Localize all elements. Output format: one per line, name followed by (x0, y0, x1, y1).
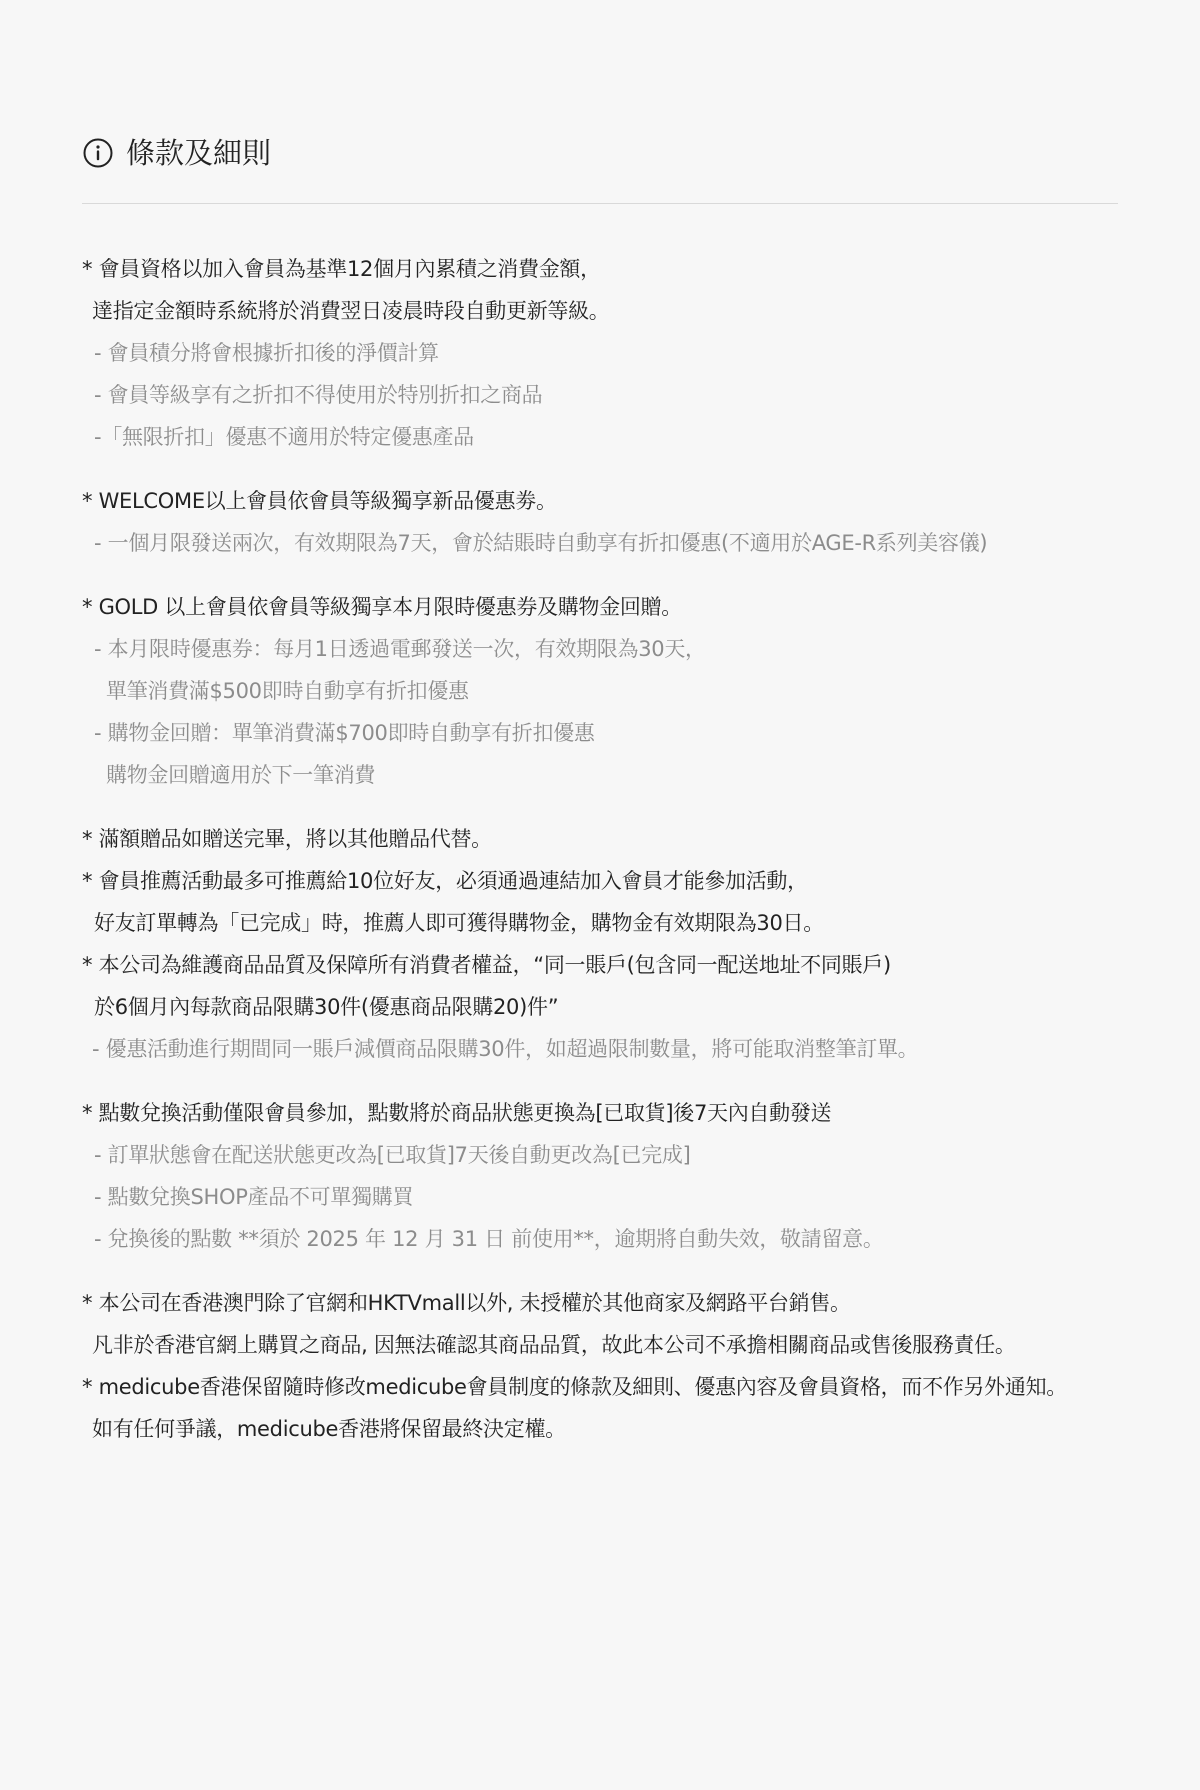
limit-main-2: 於6個月內每款商品限購30件(優惠商品限購20)件” (94, 995, 559, 1019)
points-main-1: * 點數兌換活動僅限會員參加，點數將於商品狀態更換為[已取貨]後7天內自動發送 (82, 1101, 832, 1125)
terms-list (82, 248, 1172, 1450)
page-title: 條款及細則 (126, 136, 272, 170)
rights-main-2: 如有任何爭議，medicube香港將保留最終決定權。 (92, 1417, 566, 1441)
membership-section (82, 248, 1172, 458)
points-section (82, 1092, 1172, 1260)
terms-header (82, 132, 1118, 174)
welcome-main-1: * WELCOME以上會員依會員等級獨享新品優惠劵。 (82, 489, 557, 513)
info-icon (82, 137, 114, 169)
membership-note-2: - 會員等級享有之折扣不得使用於特別折扣之商品 (94, 383, 543, 407)
membership-note-3: -「無限折扣」優惠不適用於特定優惠產品 (94, 425, 474, 449)
authorized-main-1: * 本公司在香港澳門除了官網和HKTVmall以外, 未授權於其他商家及網路平台銷售。 (82, 1291, 851, 1315)
referral-main-2: 好友訂單轉為「已完成」時，推薦人即可獲得購物金，購物金有效期限為30日。 (94, 911, 824, 935)
points-note-3: - 兌換後的點數 **須於 2025 年 12 月 31 日 前使用**，逾期將自動失效，敬請留意。 (94, 1227, 884, 1251)
gold-note-2b: 購物金回贈適用於下一筆消費 (106, 763, 376, 787)
limit-note-1: - 優惠活動進行期間同一賬戶減價商品限購30件，如超過限制數量，將可能取消整筆訂單。 (92, 1037, 919, 1061)
limit-main-1: * 本公司為維護商品品質及保障所有消費者權益，“同一賬戶(包含同一配送地址不同賬戶) (82, 953, 891, 977)
gold-main-1: * GOLD 以上會員依會員等級獨享本月限時優惠券及購物金回贈。 (82, 595, 682, 619)
referral-main-1: * 會員推薦活動最多可推薦給10位好友，必須通過連結加入會員才能參加活動， (82, 869, 808, 893)
membership-main-1: * 會員資格以加入會員為基準12個月內累積之消費金額， (82, 257, 601, 281)
gold-section (82, 586, 1172, 796)
rights-main-1: * medicube香港保留隨時修改medicube會員制度的條款及細則、優惠內容及會員資格，而不作另外通知。 (82, 1375, 1067, 1399)
gifts-section (82, 818, 1172, 860)
gold-note-1: - 本月限時優惠券：每月1日透過電郵發送一次，有效期限為30天， (94, 637, 706, 661)
welcome-note-1: - 一個月限發送兩次，有效期限為7天，會於結賬時自動享有折扣優惠(不適用於AGE-R系列美容儀) (94, 531, 988, 555)
authorized-main-2: 凡非於香港官網上購買之商品, 因無法確認其商品品質，故此本公司不承擔相關商品或售後服務責任。 (92, 1333, 1016, 1357)
purchase-limit-section (82, 944, 1172, 1070)
welcome-section (82, 480, 1172, 564)
gifts-main-1: * 滿額贈品如贈送完畢，將以其他贈品代替。 (82, 827, 492, 851)
gold-note-2: - 購物金回贈：單筆消費滿$700即時自動享有折扣優惠 (94, 721, 595, 745)
divider (82, 203, 1118, 204)
referral-section (82, 860, 1172, 944)
authorized-seller-section (82, 1282, 1172, 1366)
gold-note-1b: 單筆消費滿$500即時自動享有折扣優惠 (106, 679, 469, 703)
membership-main-2: 達指定金額時系統將於消費翌日凌晨時段自動更新等級。 (92, 299, 610, 323)
membership-note-1: - 會員積分將會根據折扣後的淨價計算 (94, 341, 439, 365)
rights-section (82, 1366, 1172, 1450)
points-note-1: - 訂單狀態會在配送狀態更改為[已取貨]7天後自動更改為[已完成] (94, 1143, 691, 1167)
points-note-2: - 點數兌換SHOP產品不可單獨購買 (94, 1185, 414, 1209)
